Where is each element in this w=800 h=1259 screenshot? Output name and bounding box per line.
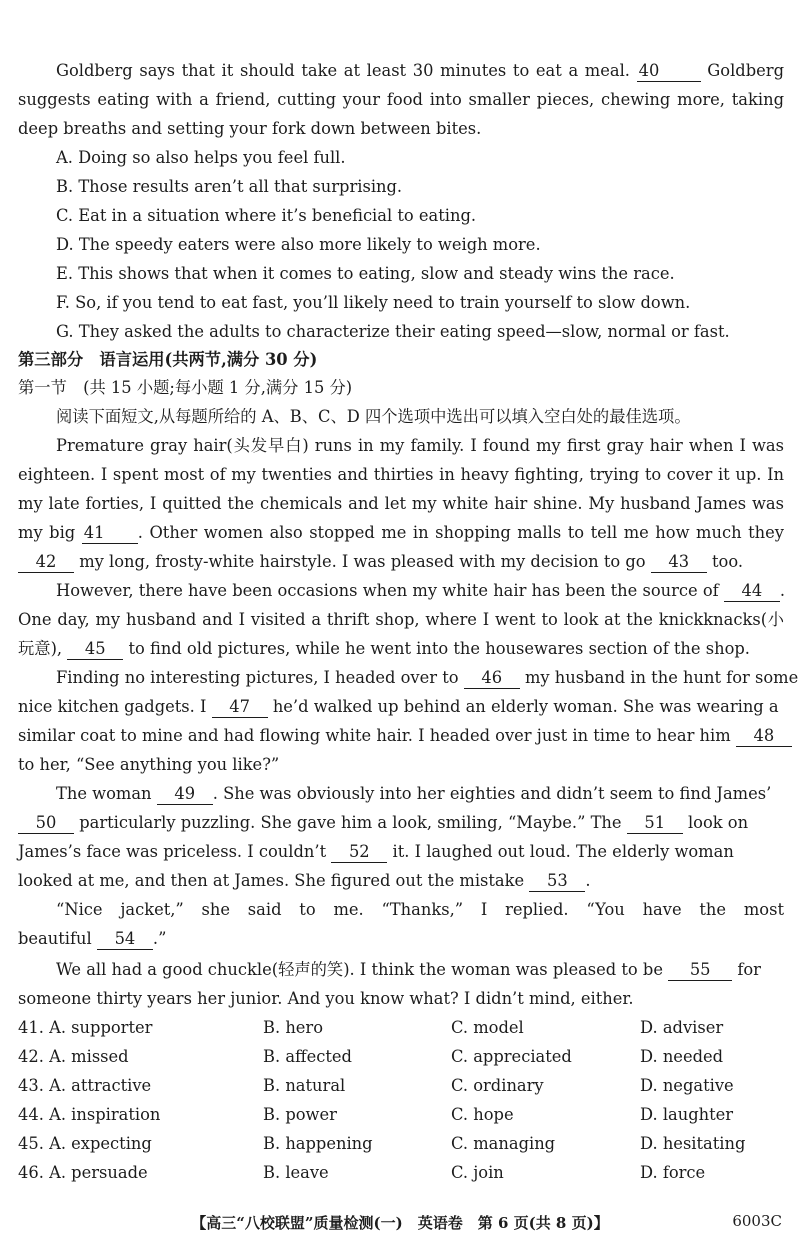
option-c: C. Eat in a situation where it’s beneficial to eating. — [56, 206, 477, 225]
choice-d: D. needed — [640, 1047, 724, 1066]
blank-40: 40 — [637, 61, 701, 82]
choice-b: B. power — [263, 1105, 337, 1124]
choice-d: D. force — [640, 1163, 706, 1182]
passage-line: my late forties, I quitted the chemicals and let my white hair shine. My husband James was — [18, 494, 784, 513]
blank-52: 52 — [331, 842, 387, 863]
question-row — [18, 1013, 784, 1042]
blank-50: 50 — [18, 813, 74, 834]
passage-line: 50 particularly puzzling. She gave him a look, smiling, “Maybe.” The 51 look on — [18, 808, 784, 837]
part-title: 第三部分 语言运用(共两节,满分 30 分) — [18, 350, 318, 369]
choice-d: D. adviser — [640, 1018, 724, 1037]
blank-41: 41 — [82, 523, 138, 544]
passage-line: Premature gray hair(头发早白) runs in my family. I found my first gray hair when I was — [56, 436, 784, 455]
question-row — [18, 1071, 784, 1100]
choice-a: 46. A. persuade — [18, 1163, 148, 1182]
blank-46: 46 — [464, 668, 520, 689]
choice-b: B. leave — [263, 1163, 329, 1182]
blank-43: 43 — [651, 552, 707, 573]
question-row — [18, 1100, 784, 1129]
passage-line: We all had a good chuckle(轻声的笑). I think the woman was pleased to be 55 for — [56, 960, 761, 979]
blank-48: 48 — [736, 726, 792, 747]
blank-44: 44 — [724, 581, 780, 602]
option-a: A. Doing so also helps you feel full. — [56, 148, 346, 167]
choice-a: 42. A. missed — [18, 1047, 129, 1066]
choice-d: D. hesitating — [640, 1134, 746, 1153]
choice-b: B. hero — [263, 1018, 324, 1037]
choice-d: D. laughter — [640, 1105, 734, 1124]
option-g: G. They asked the adults to characterize their eating speed—slow, normal or fast. — [56, 322, 730, 341]
choice-a: 45. A. expecting — [18, 1134, 152, 1153]
option-d: D. The speedy eaters were also more likely to weigh more. — [56, 235, 541, 254]
blank-55: 55 — [668, 960, 732, 981]
passage-line: to her, “See anything you like?” — [18, 755, 280, 774]
passage-line: Finding no interesting pictures, I headed over to 46 my husband in the hunt for some — [56, 668, 799, 687]
blank-47: 47 — [212, 697, 268, 718]
passage-line: beautiful 54 .” — [18, 929, 167, 948]
paper-code: 6003C — [732, 1212, 782, 1230]
blank-49: 49 — [157, 784, 213, 805]
blank-45: 45 — [67, 639, 123, 660]
choice-c: C. hope — [451, 1105, 514, 1124]
choice-d: D. negative — [640, 1076, 734, 1095]
instruction: 阅读下面短文,从每题所给的 A、B、C、D 四个选项中选出可以填入空白处的最佳选项。 — [56, 407, 691, 426]
choice-c: C. managing — [451, 1134, 556, 1153]
passage-line: deep breaths and setting your fork down between bites. — [18, 119, 482, 138]
passage-line: nice kitchen gadgets. I 47 he’d walked up behind an elderly woman. She was wearing a — [18, 697, 779, 716]
passage-line: One day, my husband and I visited a thrift shop, where I went to look at the knickknacks(小 — [18, 610, 784, 629]
choice-c: C. appreciated — [451, 1047, 572, 1066]
choice-c: C. ordinary — [451, 1076, 544, 1095]
passage-line: 玩意), 45 to find old pictures, while he went into the housewares section of the shop. — [18, 639, 750, 658]
passage-line: looked at me, and then at James. She figured out the mistake 53 . — [18, 871, 591, 890]
blank-54: 54 — [97, 929, 153, 950]
passage-line: “Nice jacket,” she said to me. “Thanks,” I replied. “You have the most — [56, 900, 784, 919]
page-footer — [0, 1212, 800, 1238]
footer-title: 【高三“八校联盟”质量检测(一) 英语卷 第 6 页(共 8 页)】 — [191, 1214, 609, 1232]
passage-line: my big 41 . Other women also stopped me in shopping malls to tell me how much they — [18, 523, 784, 542]
choice-b: B. happening — [263, 1134, 373, 1153]
question-row — [18, 1042, 784, 1071]
passage-line: James’s face was priceless. I couldn’t 52 it. I laughed out loud. The elderly woman — [18, 842, 734, 861]
passage-line: suggests eating with a friend, cutting your food into smaller pieces, chewing more, taking — [18, 90, 784, 109]
question-row — [18, 1129, 784, 1158]
option-e: E. This shows that when it comes to eating, slow and steady wins the race. — [56, 264, 675, 283]
option-b: B. Those results aren’t all that surprising. — [56, 177, 403, 196]
passage-line: 42 my long, frosty-white hairstyle. I was pleased with my decision to go 43 too. — [18, 547, 784, 576]
option-f: F. So, if you tend to eat fast, you’ll likely need to train yourself to slow down. — [56, 293, 691, 312]
choice-b: B. affected — [263, 1047, 352, 1066]
choice-c: C. model — [451, 1018, 524, 1037]
passage-line: similar coat to mine and had flowing white hair. I headed over just in time to hear him 48 — [18, 721, 784, 750]
passage-line: someone thirty years her junior. And you know what? I didn’t mind, either. — [18, 989, 634, 1008]
choice-c: C. join — [451, 1163, 504, 1182]
blank-53: 53 — [529, 871, 585, 892]
section-subtitle: 第一节 (共 15 小题;每小题 1 分,满分 15 分) — [18, 378, 353, 397]
choice-a: 41. A. supporter — [18, 1018, 153, 1037]
choice-b: B. natural — [263, 1076, 346, 1095]
blank-51: 51 — [627, 813, 683, 834]
question-row — [18, 1158, 784, 1187]
passage-line: Goldberg says that it should take at least 30 minutes to eat a meal. 40 Goldberg — [56, 61, 784, 80]
passage-line: The woman 49 . She was obviously into her eighties and didn’t seem to find James’ — [56, 784, 772, 803]
passage-line: eighteen. I spent most of my twenties and thirties in heavy fighting, trying to cover it up. In — [18, 465, 784, 484]
choice-a: 43. A. attractive — [18, 1076, 152, 1095]
passage-line: However, there have been occasions when my white hair has been the source of 44 . — [56, 581, 786, 600]
blank-42: 42 — [18, 552, 74, 573]
choice-a: 44. A. inspiration — [18, 1105, 161, 1124]
